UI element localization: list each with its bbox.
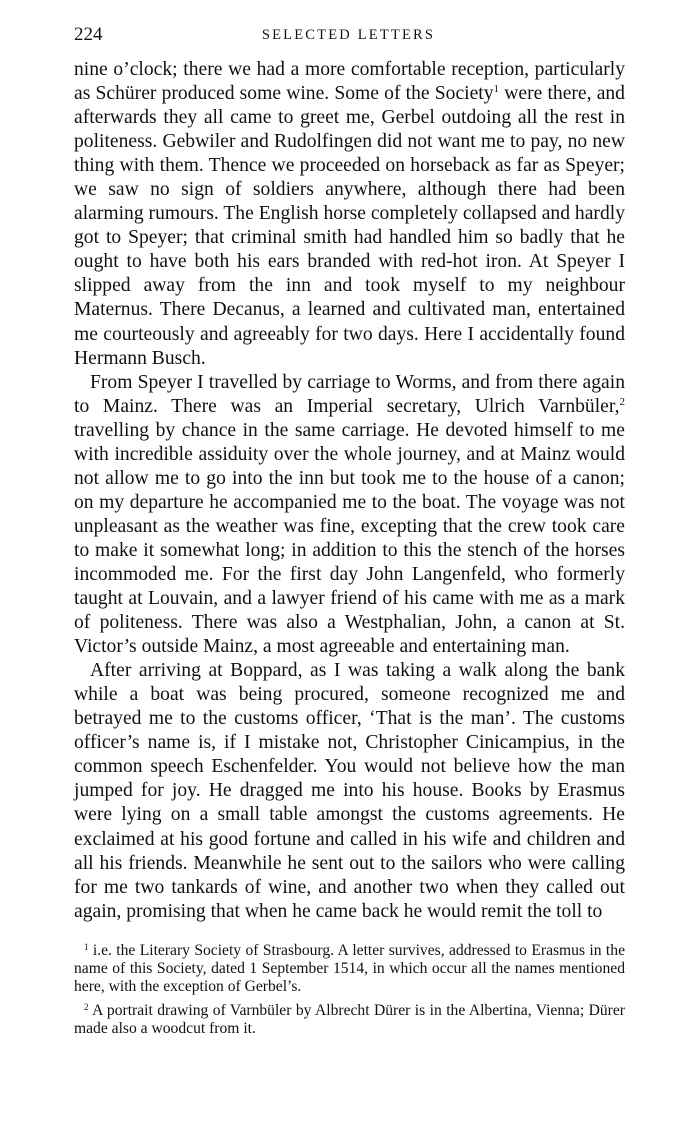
paragraph-1 — [74, 58, 625, 371]
paragraph-2 — [74, 371, 625, 660]
page-header — [74, 24, 623, 48]
paragraph-text: were there, and afterwards they all came to greet me, Gerbel outdoing all the rest in politeness. Gebwiler and Rudolfingen did not want me to pay, no new thing with them. Thence we proceeded on horseback as far as Speyer; we saw no sign of soldiers anywhere, although there had been alarming rumours. The English horse completely collapsed and hardly got to Speyer; that criminal smith had handled him so badly that he ought to have both his ears branded with red-hot iron. At Speyer I slipped away from the inn and took myself to my neighbour Maternus. There Decanus, a learned and cultivated man, entertained me courteously and agreeably for two days. Here I accidentally found Hermann Busch. — [74, 83, 625, 369]
footnote-2 — [74, 1002, 625, 1038]
running-head: SELECTED LETTERS — [261, 27, 436, 43]
paragraph-text: nine o’clock; there we had a more comfortable reception, particularly as Schürer produced some wine. Some of the Society — [74, 59, 625, 105]
footnote-ref-1: 1 — [493, 83, 500, 96]
paragraph-text: From Speyer I travelled by carriage to Worms, and from there again to Mainz. There was an Imperial secretary, Ulrich Varnbüler, — [74, 371, 625, 417]
paragraph-text: After arriving at Boppard, as I was taking a walk along the bank while a boat was being procured, someone recognized me and betrayed me to the customs officer, ‘That is the man’. The customs officer’s name is, if I mistake not, Christopher Cinicampius, in the common speech Eschenfelder. You would not believe how the man jumped for joy. He dragged me into his house. Books by Erasmus were lying on a small table amongst the customs agreements. He exclaimed at his good fortune and called in his wife and children and all his friends. Meanwhile he sent out to the sailors who were calling for me two tankards of wine, and another two when they called out again, promising that when he came back he would remit the toll to — [74, 660, 625, 922]
footnote-1 — [74, 942, 625, 996]
paragraph-3 — [74, 659, 625, 924]
body-text — [74, 58, 625, 924]
page-number: 224 — [74, 24, 103, 45]
footnote-text: i.e. the Literary Society of Strasbourg. A letter survives, addressed to Erasmus in the name of this Society, dated 1 September 1514, in which occur all the names mentioned here, with the exception of Gerbel’s. — [74, 942, 625, 996]
footnote-marker: 2 — [84, 1002, 89, 1013]
footnote-text: A portrait drawing of Varnbüler by Albrecht Dürer is in the Albertina, Vienna; Dürer made also a woodcut from it. — [74, 1002, 625, 1038]
paragraph-text: travelling by chance in the same carriage. He devoted himself to me with incredible assiduity over the whole journey, and at Mainz would not allow me to go into the inn but took me to the house of a canon; on my departure he accompanied me to the boat. The voyage was not unpleasant as the weather was fine, excepting that the crew took care to make it somewhat long; in addition to this the stench of the horses incommoded me. For the first day John Langenfeld, who formerly taught at Louvain, and a lawyer friend of his came with me as a mark of politeness. There was also a Westphalian, John, a canon at St. Victor’s outside Mainz, a most agreeable and entertaining man. — [74, 419, 625, 658]
footnote-ref-2: 2 — [619, 395, 625, 408]
footnotes — [74, 942, 625, 1044]
footnote-marker: 1 — [84, 942, 89, 952]
